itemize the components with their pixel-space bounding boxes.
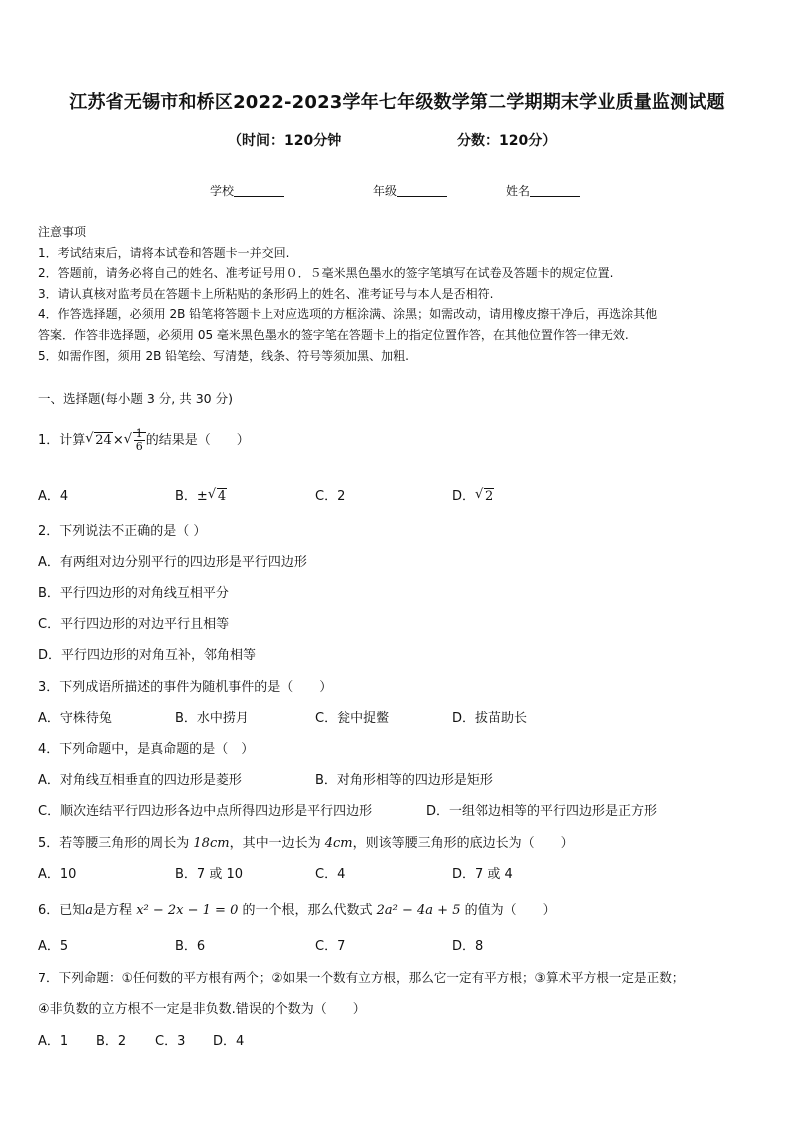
- question-2: 2．下列说法不正确的是（ ）: [38, 524, 207, 539]
- q1-option-b-sqrt: √ 4: [207, 487, 227, 504]
- question-7-line-1: 7．下列命题：①任何数的平方根有两个；②如果一个数有立方根，那么它一定有平方根；③算术平方根一定是正数；: [38, 970, 685, 985]
- q4-option-b[interactable]: B．对角形相等的四边形是矩形: [315, 773, 493, 788]
- note-item: 4．作答选择题，必须用 2B 铅笔将答题卡上对应选项的方框涂满、涂黑；如需改动，请用橡皮擦干净后，再选涂其他: [38, 307, 658, 322]
- q1-suffix: 的结果是（ ）: [145, 433, 250, 448]
- q7-option-c[interactable]: C．3: [155, 1034, 186, 1049]
- note-item: 答案．作答非选择题，必须用 05 毫米黑色墨水的签字笔在答题卡上的指定位置作答，在其他位置作答一律无效.: [38, 327, 629, 342]
- q5-option-c[interactable]: C．4: [315, 867, 346, 882]
- q1-option-b[interactable]: B．± √ 4: [175, 487, 227, 504]
- radical-icon: √: [123, 432, 133, 447]
- q7-option-d[interactable]: D．4: [213, 1034, 245, 1049]
- notes-heading: 注意事项: [38, 225, 87, 239]
- notes-block: [38, 222, 758, 366]
- q5-text: ，则该等腰三角形的底边长为（ ）: [352, 836, 574, 851]
- school-label: 学校: [210, 184, 235, 198]
- q6-text: 的值为（ ）: [460, 903, 556, 918]
- q3-option-b[interactable]: B．水中捞月: [175, 711, 249, 726]
- name-label: 姓名: [506, 184, 531, 198]
- score-label: 分数：120分）: [457, 133, 557, 149]
- q1-prefix: 1．计算: [38, 433, 86, 448]
- name-blank[interactable]: [530, 184, 580, 197]
- radical-icon: √: [475, 487, 484, 502]
- school-field[interactable]: [210, 182, 284, 199]
- q5-text: 5．若等腰三角形的周长为: [38, 836, 194, 851]
- exam-title: 江苏省无锡市和桥区2022-2023学年七年级数学第二学期期末学业质量监测试题: [69, 92, 725, 113]
- q6-option-b[interactable]: B．6: [175, 939, 206, 954]
- q1-sqrt-24: √ 24: [85, 431, 112, 448]
- q4-option-d[interactable]: D．一组邻边相等的平行四边形是正方形: [426, 804, 658, 819]
- q3-option-c[interactable]: C．瓮中捉鳖: [315, 711, 390, 726]
- q6-option-a[interactable]: A．5: [38, 939, 69, 954]
- q5-option-b[interactable]: B．7 或 10: [175, 867, 243, 882]
- name-field[interactable]: [506, 182, 580, 199]
- q6-text: 是方程: [93, 903, 137, 918]
- q6-expression: 2a² − 4a + 5: [376, 903, 461, 918]
- section-heading: 一、选择题(每小题 3 分, 共 30 分): [38, 391, 233, 406]
- q2-option-c[interactable]: C．平行四边形的对边平行且相等: [38, 617, 230, 632]
- q6-option-c[interactable]: C．7: [315, 939, 346, 954]
- q3-option-d[interactable]: D．拔苗助长: [452, 711, 528, 726]
- q6-option-d[interactable]: D．8: [452, 939, 484, 954]
- q1-sqrt-fraction: [124, 428, 146, 453]
- radical-icon: √: [85, 431, 94, 446]
- question-7-line-2: ④非负数的立方根不一定是非负数.错误的个数为（ ）: [38, 1002, 366, 1017]
- q7-option-b[interactable]: B．2: [96, 1034, 127, 1049]
- q1-option-c[interactable]: C．2: [315, 489, 346, 504]
- q1-option-d-sqrt: √ 2: [475, 487, 494, 504]
- question-3: 3．下列成语所描述的事件为随机事件的是（ ）: [38, 680, 333, 695]
- q5-option-d[interactable]: D．7 或 4: [452, 867, 513, 882]
- q1-option-a[interactable]: A．4: [38, 489, 69, 504]
- question-4: 4．下列命题中，是真命题的是（ ）: [38, 742, 255, 757]
- question-5: [38, 832, 574, 851]
- q6-text: 的一个根，那么代数式: [238, 903, 377, 918]
- grade-blank[interactable]: [397, 184, 447, 197]
- q5-perimeter: 18cm: [193, 836, 230, 851]
- grade-label: 年级: [373, 184, 398, 198]
- question-1: [38, 428, 250, 453]
- note-item: 2．答题前，请务必将自己的姓名、准考证号用０．５毫米黑色墨水的签字笔填写在试卷及答题卡的规定位置.: [38, 266, 614, 281]
- question-6: [38, 899, 556, 918]
- q4-option-c[interactable]: C．顺次连结平行四边形各边中点所得四边形是平行四边形: [38, 804, 373, 819]
- school-blank[interactable]: [234, 184, 284, 197]
- q5-side: 4cm: [324, 836, 353, 851]
- q2-option-b[interactable]: B．平行四边形的对角线互相平分: [38, 586, 229, 601]
- time-label: （时间：120分钟: [228, 133, 342, 149]
- q7-option-a[interactable]: A．1: [38, 1034, 69, 1049]
- q1-times: ×: [112, 433, 124, 448]
- q4-option-a[interactable]: A．对角线互相垂直的四边形是菱形: [38, 773, 242, 788]
- note-item: 3．请认真核对监考员在答题卡上所粘贴的条形码上的姓名、准考证号与本人是否相符.: [38, 286, 494, 301]
- q5-text: ，其中一边长为: [229, 836, 325, 851]
- q1-fraction: $\frac{1}{6}$: [135, 427, 143, 453]
- q3-option-a[interactable]: A．守株待兔: [38, 711, 112, 726]
- note-item: 5．如需作图，须用 2B 铅笔绘、写清楚，线条、符号等须加黑、加粗.: [38, 348, 409, 363]
- q6-text: 6．已知: [38, 903, 86, 918]
- radical-icon: √: [207, 487, 217, 502]
- q6-variable: a: [85, 903, 94, 918]
- q2-option-d[interactable]: D．平行四边形的对角互补，邻角相等: [38, 648, 257, 663]
- q2-option-a[interactable]: A．有两组对边分别平行的四边形是平行四边形: [38, 555, 307, 570]
- q5-option-a[interactable]: A．10: [38, 867, 77, 882]
- note-item: 1．考试结束后，请将本试卷和答题卡一并交回.: [38, 245, 290, 260]
- q1-option-d[interactable]: D． √ 2: [452, 487, 494, 504]
- q6-equation: x² − 2x − 1 = 0: [136, 903, 239, 918]
- grade-field[interactable]: [373, 182, 447, 199]
